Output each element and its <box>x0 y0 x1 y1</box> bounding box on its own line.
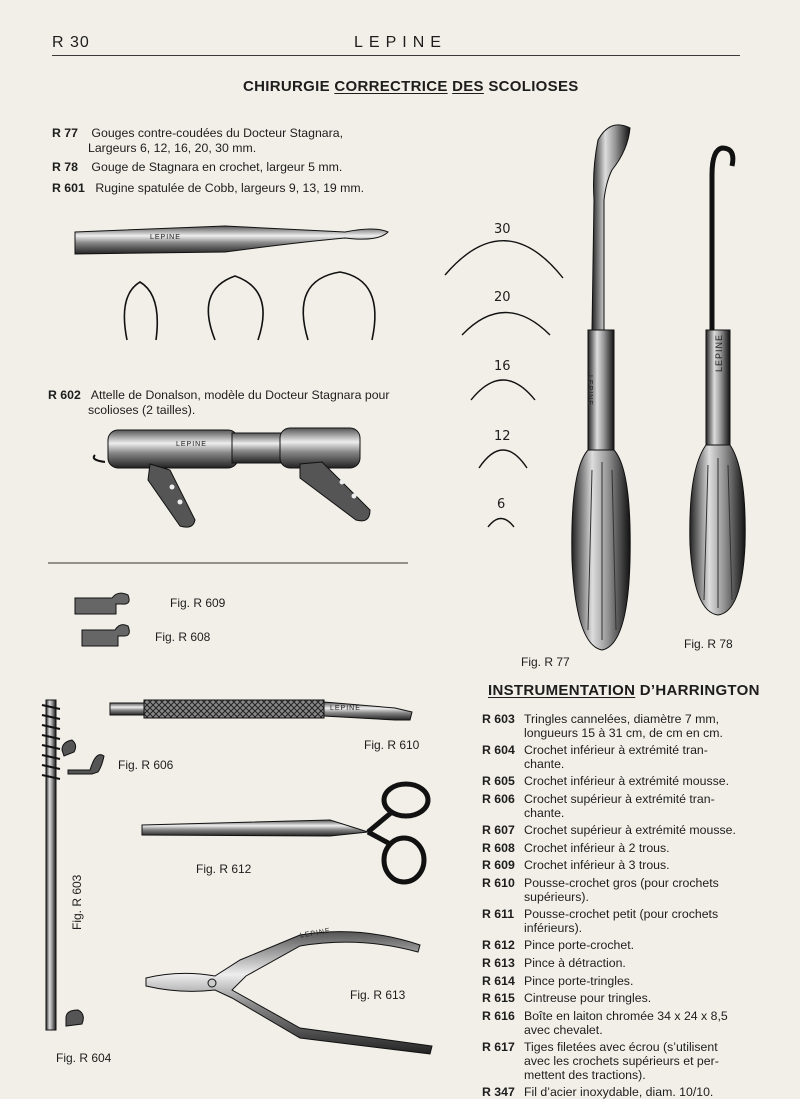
figure-caption: Fig. R 609 <box>170 596 226 610</box>
list-item: R 77 Gouges contre-coudées du Docteur Stagnara, Largeurs 6, 12, 16, 20, 30 mm. <box>52 126 343 155</box>
size-label: 20 <box>494 290 511 305</box>
description-line: supérieurs). <box>524 890 589 904</box>
description-line: Crochet supérieur à extrémité mousse. <box>524 823 736 838</box>
description-line: avec chevalet. <box>524 1022 603 1037</box>
size-label: 12 <box>494 429 511 444</box>
engraving-label: LEPINE <box>150 234 181 241</box>
description-line: Crochet inférieur à 3 trous. <box>524 858 670 873</box>
item-description <box>524 1085 748 1099</box>
item-code: R 604 <box>482 743 515 758</box>
figure-caption: Fig. R 604 <box>56 1051 112 1065</box>
description-line: Cintreuse pour tringles. <box>524 991 652 1006</box>
description-line: chante. <box>524 806 565 820</box>
description-line: Boîte en laiton chromée 34 x 24 x 8,5 <box>524 1008 728 1023</box>
size-label: 30 <box>494 222 511 237</box>
size-label: 6 <box>497 497 506 512</box>
description-line: longueurs 15 à 31 cm, de cm en cm. <box>524 726 723 740</box>
description-line: mettent des tractions). <box>524 1068 646 1082</box>
blade-profiles <box>124 272 375 340</box>
item-description <box>524 774 748 788</box>
item-code: R 617 <box>482 1040 515 1054</box>
figure-caption: Fig. R 603 <box>70 874 84 930</box>
hook-606-illustration <box>68 755 104 774</box>
item-code: R 610 <box>482 876 515 890</box>
item-description <box>524 938 748 952</box>
item-description <box>524 974 748 988</box>
gouge-77-illustration <box>572 125 630 650</box>
item-description <box>524 841 748 855</box>
item-description <box>524 823 748 837</box>
item-description <box>524 712 748 740</box>
page-number: R 30 <box>52 34 90 51</box>
item-code: R 616 <box>482 1008 515 1023</box>
figure-caption: Fig. R 613 <box>350 988 406 1002</box>
item-code: R 614 <box>482 973 515 988</box>
description-line: Crochet supérieur à extrémité tran- <box>524 792 715 806</box>
pince-612-illustration <box>142 784 428 882</box>
size-arcs <box>445 241 563 527</box>
engraving-label: LEPINE <box>714 333 724 372</box>
figure-caption: Fig. R 610 <box>364 738 420 752</box>
item-description <box>524 991 748 1005</box>
description-line: Crochet inférieur à extrémité mousse. <box>524 774 730 789</box>
item-description <box>524 792 748 820</box>
item-code: R 609 <box>482 858 515 873</box>
description-line: Crochet inférieur à extrémité tran- <box>524 743 708 758</box>
brand-header: LEPINE <box>354 34 447 51</box>
rugine-illustration <box>75 226 388 254</box>
item-description <box>524 858 748 872</box>
item-code: R 603 <box>482 712 515 726</box>
description-line: Fil d’acier inoxydable, diam. 10/10. <box>524 1084 714 1099</box>
description-line: chante. <box>524 757 565 772</box>
description-line: inférieurs). <box>524 921 583 936</box>
section-title-scoliosis: CHIRURGIE CORRECTRICE DES SCOLIOSES <box>243 78 579 95</box>
item-code: R 607 <box>482 823 515 838</box>
description-line: Tiges filetées avec écrou (s’utilisent <box>524 1040 718 1054</box>
item-code: R 606 <box>482 792 515 806</box>
engraving-label: LEPINE <box>330 705 361 712</box>
item-description <box>524 907 748 935</box>
figure-caption: Fig. R 78 <box>684 637 733 651</box>
item-code: R 612 <box>482 938 515 953</box>
description-line: Pince porte-tringles. <box>524 973 634 988</box>
rod-603-illustration <box>42 700 83 1030</box>
item-code: R 613 <box>482 956 515 970</box>
description-line: Crochet inférieur à 2 trous. <box>524 840 670 855</box>
description-line: Pince porte-crochet. <box>524 938 635 953</box>
item-code: R 615 <box>482 991 515 1006</box>
description-line: Pousse-crochet petit (pour crochets <box>524 907 719 922</box>
harrington-list <box>482 712 750 1099</box>
size-label: 16 <box>494 359 511 374</box>
gouge-78-illustration <box>690 148 745 615</box>
item-code: R 608 <box>482 840 515 855</box>
figure-caption: Fig. R 612 <box>196 862 252 876</box>
item-code: R 347 <box>482 1084 515 1099</box>
figure-caption: Fig. R 608 <box>155 630 211 644</box>
item-description <box>524 1009 748 1037</box>
engraving-label: LEPINE <box>299 927 332 940</box>
item-description <box>524 743 748 771</box>
hook-608-illustration <box>82 625 129 646</box>
description-line: Pousse-crochet gros (pour crochets <box>524 876 719 890</box>
figure-caption: Fig. R 77 <box>521 655 570 669</box>
attelle-illustration <box>94 428 370 527</box>
item-description <box>524 876 748 904</box>
item-description <box>524 956 748 970</box>
pusher-610-illustration <box>110 700 412 720</box>
description-line: Pince à détraction. <box>524 956 626 970</box>
item-description <box>524 1040 748 1082</box>
list-item: R 78 Gouge de Stagnara en crochet, largeur 5 mm. <box>52 160 343 174</box>
description-line: avec les crochets supérieurs et per- <box>524 1054 719 1068</box>
list-item: R 601 Rugine spatulée de Cobb, largeurs 9, 13, 19 mm. <box>52 181 365 195</box>
list-item: R 602 Attelle de Donalson, modèle du Docteur Stagnara pour scolioses (2 tailles). <box>48 388 390 417</box>
engraving-label: LEPINE <box>586 375 593 406</box>
section-title-harrington: INSTRUMENTATION D’HARRINGTON <box>488 682 760 699</box>
engraving-label: LEPINE <box>176 441 207 448</box>
figure-caption: Fig. R 606 <box>118 758 174 772</box>
hook-609-illustration <box>75 593 129 614</box>
item-code: R 611 <box>482 907 515 922</box>
item-code: R 605 <box>482 774 515 789</box>
description-line: Tringles cannelées, diamètre 7 mm, <box>524 712 720 726</box>
